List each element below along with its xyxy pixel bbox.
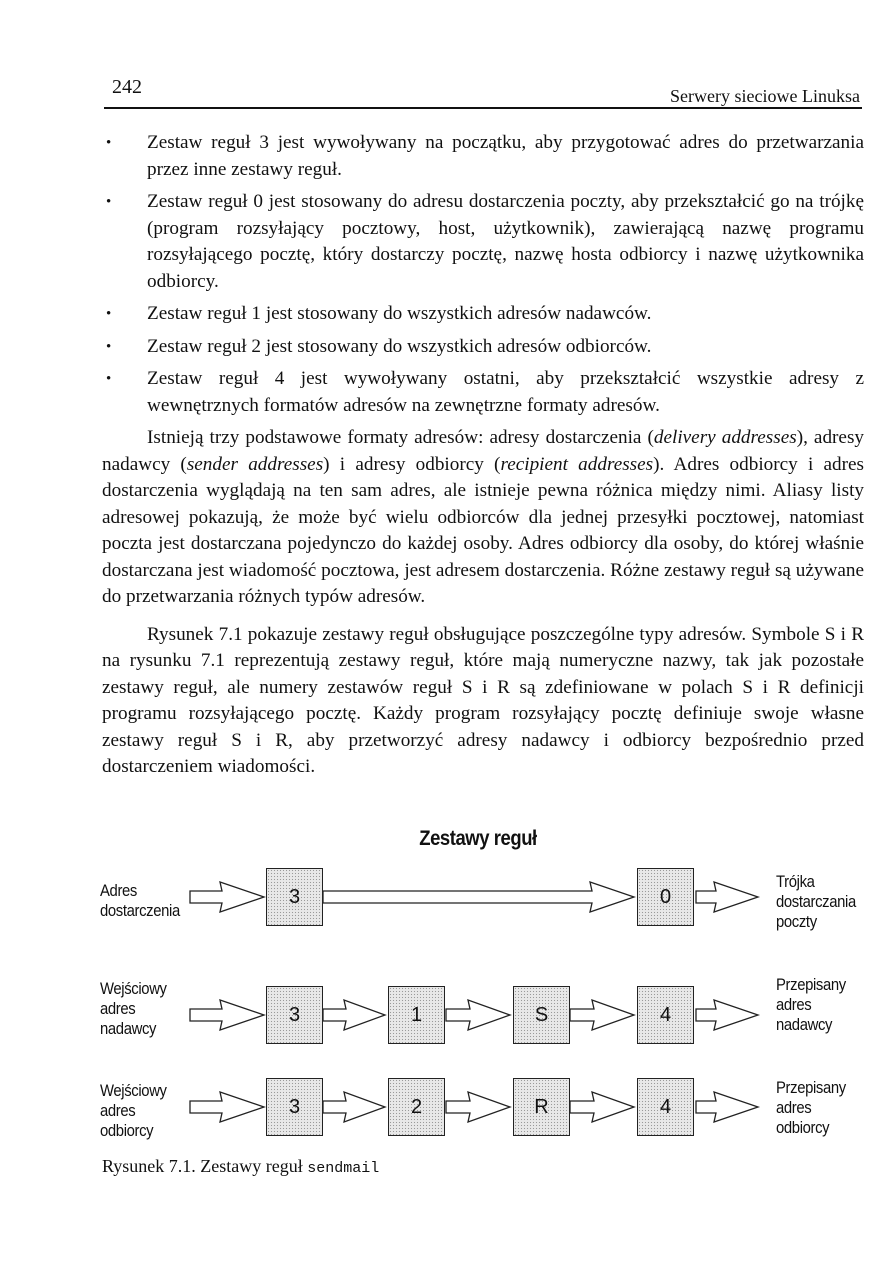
- row2-output-label: Przepisany adres nadawcy: [776, 976, 846, 1034]
- arrow-row1-mid: [323, 882, 634, 912]
- arrow-row2-c: [570, 1000, 634, 1030]
- page-number: 242: [112, 76, 142, 98]
- bullet-ruleset-0: • Zestaw reguł 0 jest stosowany do adresu dostarczenia poczty, aby przekształcić go na trójkę (program rozsyłający pocztowy, host, użytkownik), zawierającą nazwę programu rozsyłającego pocztę, który dostarczy pocztę, nazwę hosta odbiorcy i nazwę użytkownika odbiorcy.: [102, 189, 864, 295]
- running-title: Serwery sieciowe Linuksa: [670, 86, 860, 106]
- ruleset-box-r-recipient: R: [513, 1078, 570, 1136]
- ruleset-box-2-recipient: 2: [388, 1078, 445, 1136]
- ruleset-box-s-sender: S: [513, 986, 570, 1044]
- row3-input-label: Wejściowy adres odbiorcy: [100, 1082, 167, 1140]
- arrow-row1-in: [190, 882, 264, 912]
- ruleset-box-4-sender: 4: [637, 986, 694, 1044]
- figure-caption: Rysunek 7.1. Zestawy reguł sendmail: [102, 1156, 380, 1177]
- ruleset-box-4-recipient: 4: [637, 1078, 694, 1136]
- row2-input-label: Wejściowy adres nadawcy: [100, 980, 167, 1038]
- arrow-row3-c: [570, 1092, 634, 1122]
- ruleset-box-0-delivery: 0: [637, 868, 694, 926]
- diagram-title: Zestawy reguł: [419, 827, 537, 850]
- ruleset-box-1-sender: 1: [388, 986, 445, 1044]
- ruleset-box-3-delivery: 3: [266, 868, 323, 926]
- ruleset-box-3-recipient: 3: [266, 1078, 323, 1136]
- paragraph-figure-description: Rysunek 7.1 pokazuje zestawy reguł obsługujące poszczególne typy adresów. Symbole S i R na rysunku 7.1 reprezentują zestawy reguł, które mają numeryczne nazwy, tak jak pozostałe zestawy reguł, ale numery zestawów reguł S i R są zdefiniowane w polach S i R definicji programu rozsyłającego pocztę. Każdy program rozsyłający pocztę definiuje swoje własne zestawy reguł S i R, aby przetworzyć adresy nadawcy i odbiorcy bezpośrednio przed dostarczeniem wiadomości.: [102, 623, 864, 777]
- arrow-row3-a: [323, 1092, 385, 1122]
- row1-output-label: Trójka dostarczania poczty: [776, 873, 856, 931]
- arrow-row2-a: [323, 1000, 385, 1030]
- paragraph-address-formats: Istnieją trzy podstawowe formaty adresów: adresy dostarczenia (delivery addresses), adresy nadawcy (sender addresses) i adresy odbiorcy (recipient addresses). Adres odbiorcy i adres dostarczenia wyglądają na ten sam adres, ale istnieje pewna różnica między nimi. Aliasy listy adresowej pokazują, że może być wielu odbiorców dla jednej przesyłki pocztowej, natomiast poczta jest dostarczana pojedynczo do każdej osoby. Adres odbiorcy dla osoby, do której właśnie dostarczana jest wiadomość pocztowa, jest adresem dostarczenia. Różne zestawy reguł są używane do przetwarzania różnych typów adresów.: [102, 427, 865, 607]
- ruleset-box-3-sender: 3: [266, 986, 323, 1044]
- row3-output-label: Przepisany adres odbiorcy: [776, 1079, 846, 1137]
- bullet-ruleset-2: • Zestaw reguł 2 jest stosowany do wszystkich adresów odbiorców.: [102, 334, 864, 361]
- arrow-row2-in: [190, 1000, 264, 1030]
- bullet-ruleset-1: • Zestaw reguł 1 jest stosowany do wszystkich adresów nadawców.: [102, 301, 864, 328]
- arrow-row2-b: [446, 1000, 510, 1030]
- arrow-row3-out: [696, 1092, 758, 1122]
- arrow-row2-out: [696, 1000, 758, 1030]
- row1-input-label: Adres dostarczenia: [100, 882, 180, 920]
- bullet-ruleset-4: • Zestaw reguł 4 jest wywoływany ostatni, aby przekształcić wszystkie adresy z wewnętrznych formatów adresów na zewnętrzne formaty adresów.: [102, 366, 864, 419]
- arrow-row1-out: [696, 882, 758, 912]
- arrow-row3-b: [446, 1092, 510, 1122]
- arrow-row3-in: [190, 1092, 264, 1122]
- bullet-ruleset-3: • Zestaw reguł 3 jest wywoływany na początku, aby przygotować adres do przetwarzania przez inne zestawy reguł.: [102, 130, 864, 183]
